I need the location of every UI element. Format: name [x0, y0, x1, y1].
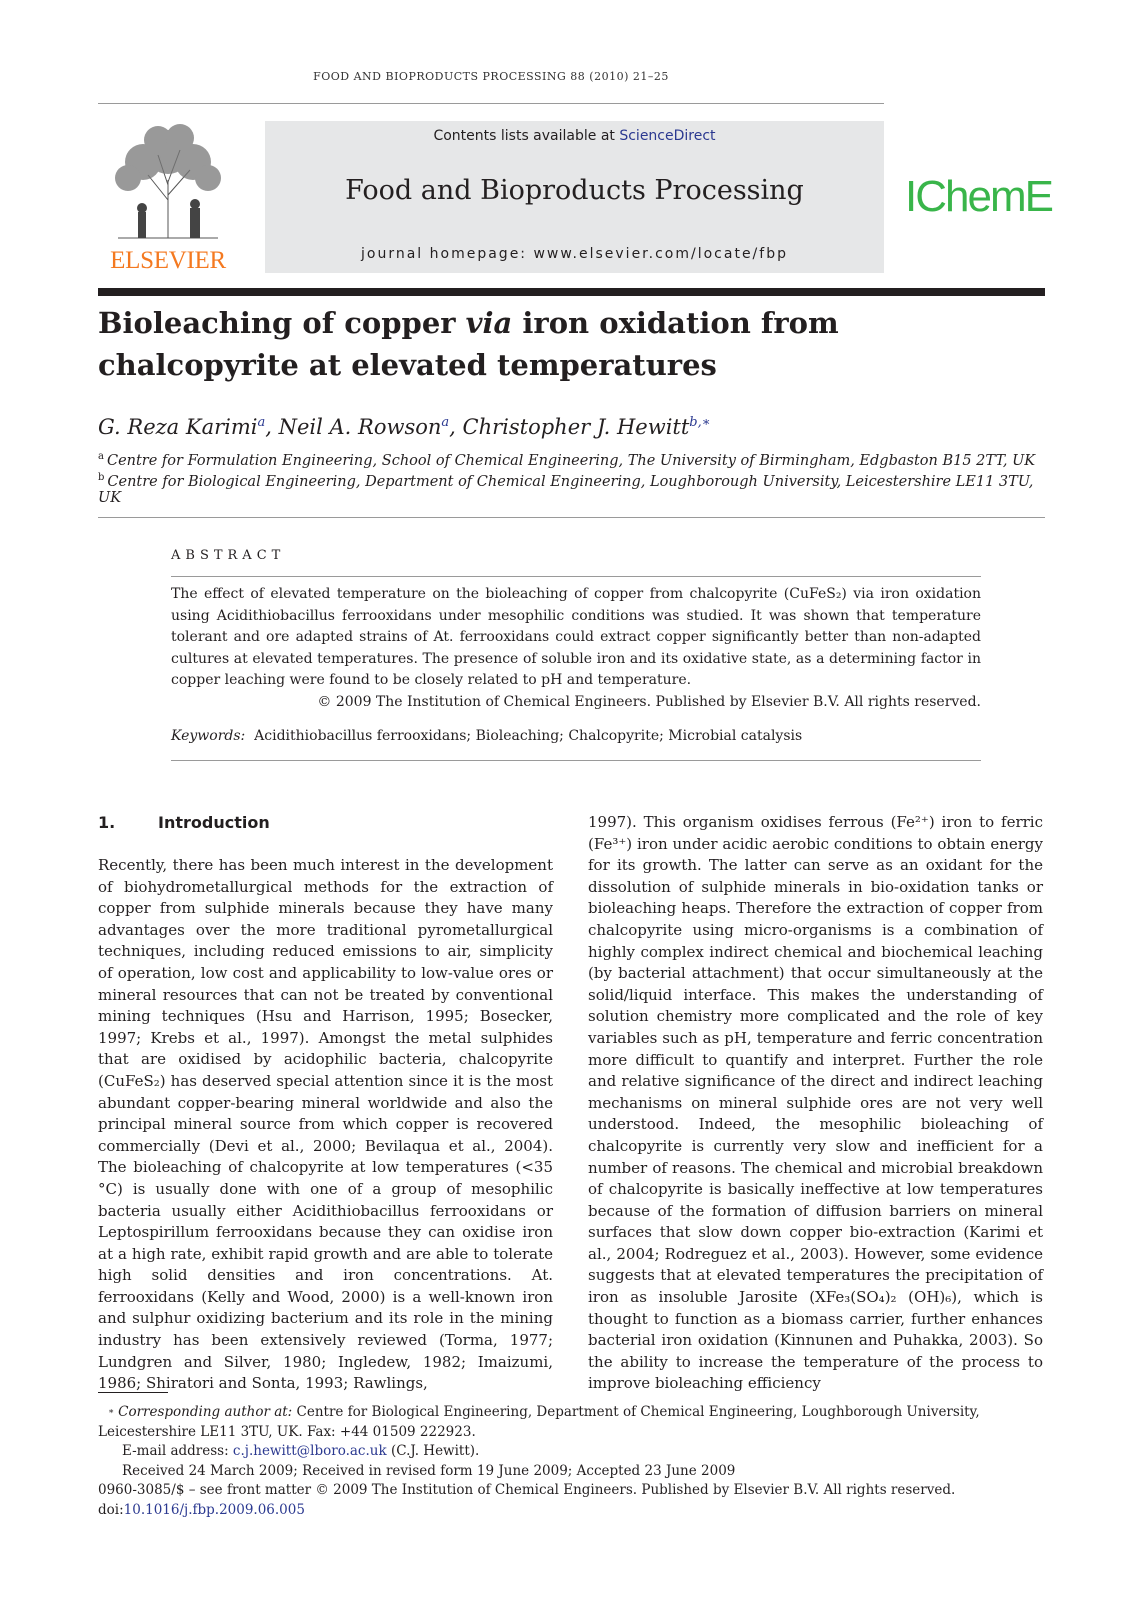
doi-line [98, 1501, 1045, 1521]
keywords-label: Keywords: [171, 728, 246, 744]
affiliation-divider [98, 517, 1045, 518]
left-column [98, 812, 553, 1395]
abstract-copyright: © 2009 The Institution of Chemical Engineers. Published by Elsevier B.V. All rights reserved. [317, 693, 981, 710]
abstract-heading: ABSTRACT [171, 548, 286, 563]
email-label: E-mail address: [122, 1443, 233, 1459]
title-part-2: iron oxidation from chalcopyrite at elevated temperatures [98, 306, 839, 382]
elsevier-wordmark: ELSEVIER [110, 247, 226, 274]
affiliation-b [98, 472, 1045, 506]
abstract-text: The effect of elevated temperature on the bioleaching of copper from chalcopyrite (CuFeS₂) via iron oxidation using Acidithiobacillus ferrooxidans under mesophilic conditions was studied. It was shown that temperature tolerant and ore adapted strains of At. ferrooxidans could extract copper significantly better than non-adapted cultures at elevated temperatures. The presence of soluble iron and its oxidative state, as a determining factor in copper leaching were found to be closely related to pH and temperature. [171, 586, 981, 689]
icheme-wordmark: IChemE [905, 172, 1052, 221]
email-note [98, 1442, 1045, 1462]
right-column [588, 812, 1043, 1395]
corresponding-author-note [98, 1403, 1045, 1442]
icheme-logo[interactable] [905, 172, 1052, 222]
author-affiliation-link[interactable]: a [257, 415, 266, 430]
intro-paragraph-left: Recently, there has been much interest in the development of biohydrometallurgical methods for the extraction of copper from sulphide minerals because they have many advantages over the more traditional pyrometallurgical techniques, including reduced emissions to air, simplicity of operation, low cost and applicability to low-value ores or mineral resources that can not be treated by conventional mining techniques (Hsu and Harrison, 1995; Bosecker, 1997; Krebs et al., 1997). Amongst the metal sulphides that are oxidised by acidophilic bacteria, chalcopyrite (CuFeS₂) has deserved special attention since it is the most abundant copper-bearing mineral worldwide and also the principal mineral source from which copper is recovered commercially (Devi et al., 2000; Bevilaqua et al., 2004). The bioleaching of chalcopyrite at low temperatures (<35 °C) is usually done with one of a group of mesophilic bacteria usually either Acidithiobacillus ferrooxidans or Leptospirillum ferrooxidans because they can oxidise iron at a high rate, exhibit rapid growth and are able to tolerate high solid densities and iron concentrations. At. ferrooxidans (Kelly and Wood, 2000) is a well-known iron and sulphur oxidizing bacterium and its role in the mining industry has been extensively reviewed (Torma, 1977; Lundgren and Silver, 1980; Ingledew, 1982; Imaizumi, 1986; Shiratori and Sonta, 1993; Rawlings, [98, 856, 553, 1393]
corresponding-text: Centre for Biological Engineering, Department of Chemical Engineering, Loughborough University, Leicestershire LE11 3TU, UK. Fax: +44 01509 222923. [98, 1404, 980, 1440]
affiliation-a [98, 451, 1045, 469]
doi-label: doi: [98, 1501, 124, 1518]
title-via: via [465, 306, 513, 340]
author-separator: , [265, 415, 279, 439]
affiliation-mark: b [98, 472, 105, 483]
title-divider [98, 288, 1045, 296]
section-title: Introduction [158, 813, 270, 832]
footnotes [98, 1403, 1045, 1520]
header-divider [98, 103, 884, 104]
doi-link[interactable]: 10.1016/j.fbp.2009.06.005 [123, 1501, 305, 1518]
affiliation-mark: a [98, 451, 104, 462]
footnote-rule [98, 1392, 168, 1393]
article-title [98, 302, 1045, 386]
footnote-star: ∗ [108, 1407, 115, 1417]
section-heading [98, 812, 553, 834]
keywords [171, 728, 981, 744]
abstract-bottom-rule [171, 760, 981, 761]
received-dates: Received 24 March 2009; Received in revised form 19 June 2009; Accepted 23 June 2009 [122, 1462, 736, 1479]
keywords-list: Acidithiobacillus ferrooxidans; Bioleaching; Chalcopyrite; Microbial catalysis [254, 728, 803, 744]
author-affiliation-link[interactable]: b,∗ [689, 415, 711, 430]
affiliation-text: Centre for Biological Engineering, Department of Chemical Engineering, Loughborough University, Leicestershire LE11 3TU, UK [98, 473, 1034, 506]
intro-paragraph-right: 1997). This organism oxidises ferrous (Fe²⁺) iron to ferric (Fe³⁺) iron under acidic aerobic conditions to obtain energy for its growth. The latter can serve as an oxidant for the dissolution of sulphide minerals in bio-oxidation tanks or bioleaching heaps. Therefore the extraction of copper from chalcopyrite using micro-organisms is a combination of highly complex indirect chemical and biochemical leaching (by bacterial attachment) that occur simultaneously at the solid/liquid interface. This makes the understanding of solution chemistry more complicated and the role of key variables such as pH, temperature and ferric concentration more difficult to quantify and interpret. Further the role and relative significance of the direct and indirect leaching mechanisms on mineral sulphide ores are not very well understood. Indeed, the mesophilic bioleaching of chalcopyrite is currently very slow and inefficient for a number of reasons. The chemical and microbial breakdown of chalcopyrite is basically ineffective at low temperatures because of the formation of diffusion barriers on mineral surfaces that slow down copper bio-extraction (Karimi et al., 2004; Rodreguez et al., 2003). However, some evidence suggests that at elevated temperatures the precipitation of iron as insoluble Jarosite (XFe₃(SO₄)₂ (OH)₆), which is thought to function as a biomass carrier, further enhances bacterial iron oxidation (Kinnunen and Puhakka, 2003). So the ability to increase the temperature of the process to improve bioleaching efficiency [588, 813, 1043, 1393]
contents-line [265, 128, 884, 144]
corresponding-label: Corresponding author at: [118, 1404, 293, 1420]
section-number: 1. [98, 813, 116, 832]
affiliation-text: Centre for Formulation Engineering, School of Chemical Engineering, The University of Birmingham, Edgbaston B15 2TT, UK [106, 452, 1036, 469]
author: Neil A. Rowson [278, 415, 442, 439]
sciencedirect-link[interactable]: ScienceDirect [619, 128, 716, 144]
abstract-body [171, 584, 981, 714]
journal-masthead [265, 121, 884, 273]
abstract-top-rule [171, 576, 981, 577]
title-part-1: Bioleaching of copper [98, 306, 466, 340]
email-suffix: (C.J. Hewitt). [386, 1443, 480, 1459]
author: G. Reza Karimi [98, 415, 258, 439]
journal-name: Food and Bioproducts Processing [345, 175, 804, 206]
email-link[interactable]: c.j.hewitt@lboro.ac.uk [232, 1443, 387, 1459]
author-separator: , [449, 415, 463, 439]
author-affiliation-link[interactable]: a [441, 415, 450, 430]
elsevier-tree-icon [98, 120, 238, 240]
contents-prefix: Contents lists available at [433, 128, 620, 144]
issn-line: 0960-3085/$ – see front matter © 2009 The Institution of Chemical Engineers. Published by Elsevier B.V. All rights reserved. [98, 1482, 956, 1498]
journal-homepage-link[interactable]: journal homepage: www.elsevier.com/locate/fbp [361, 246, 788, 262]
author-list [98, 415, 1045, 439]
author: Christopher J. Hewitt [462, 415, 690, 439]
elsevier-logo[interactable] [98, 120, 238, 275]
running-head: FOOD AND BIOPRODUCTS PROCESSING 88 (2010) 21–25 [313, 70, 669, 83]
